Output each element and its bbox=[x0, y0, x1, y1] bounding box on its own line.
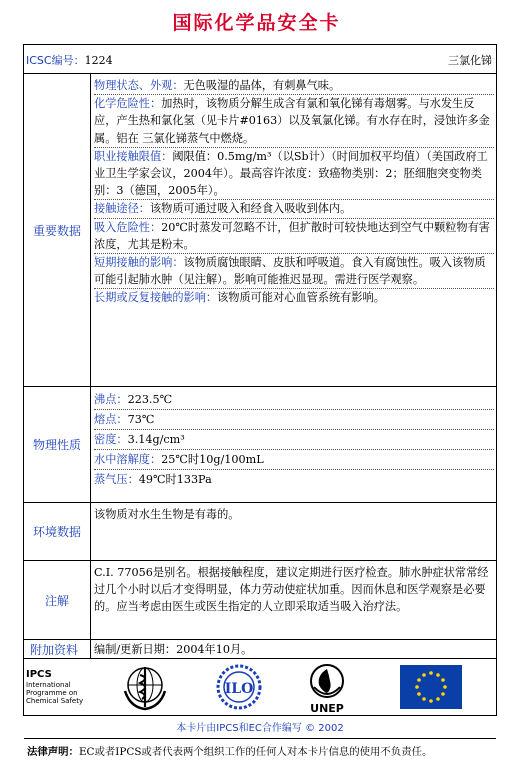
boiling-point-item bbox=[94, 390, 494, 409]
eu-flag-icon bbox=[400, 665, 462, 709]
additional-info-label: 附加资料 bbox=[30, 642, 79, 657]
appearance-item bbox=[94, 77, 494, 94]
physical-properties-label-cell bbox=[24, 387, 91, 502]
environment-label: 环境数据 bbox=[32, 525, 81, 539]
appearance-key: 物理状态、外观： bbox=[94, 79, 184, 92]
chemical-name: 三氯化锑 bbox=[448, 54, 492, 67]
logos-row bbox=[24, 659, 496, 739]
exposure-route-text: 该物质可通过吸入和经食入吸收到体内。 bbox=[149, 202, 352, 216]
ipcs-line: International bbox=[26, 681, 71, 689]
water-solubility-key: 水中溶解度： bbox=[94, 453, 162, 466]
important-data-label: 重要数据 bbox=[32, 223, 81, 238]
long-term-effects-item bbox=[94, 289, 494, 306]
notes-label: 注解 bbox=[44, 593, 69, 608]
unep-text: UNEP bbox=[310, 702, 344, 715]
notes-label-cell bbox=[24, 561, 91, 639]
legal-notice bbox=[27, 743, 432, 758]
ipcs-line: Programme on bbox=[26, 689, 78, 697]
exposure-route-key: 接触途径： bbox=[94, 202, 150, 216]
legal-text: EC或者IPCS或者代表两个组织工作的任何人对本卡片信息的使用不负责任。 bbox=[78, 746, 433, 758]
important-data-label-cell bbox=[24, 74, 91, 386]
chemical-hazard-text: 加热时，该物质分解生成含有氯和氧化锑有毒烟雾。与水发生反应，产生热和氯化氢（见卡片#0163）以及氧氯化锑。有水存在时，浸蚀许多金属。铝在 三氯化锑蒸气中燃烧。 bbox=[94, 97, 490, 145]
footer-note: 本卡片由IPCS和EC合作编写 © 2002 bbox=[176, 723, 344, 734]
vapour-pressure-item bbox=[94, 470, 494, 489]
ilo-emblem-icon bbox=[213, 663, 265, 713]
density-item bbox=[94, 430, 494, 449]
long-term-effects-text: 该物质可能对心血管系统有影响。 bbox=[217, 291, 385, 305]
vapour-pressure-value: 49℃时133Pa bbox=[138, 473, 212, 486]
environment-text: 该物质对水生生物是有毒的。 bbox=[94, 508, 240, 521]
vapour-pressure-key: 蒸气压： bbox=[94, 473, 139, 486]
inhalation-risk-key: 吸入危险性： bbox=[94, 220, 162, 234]
environment-section bbox=[24, 503, 496, 561]
melting-point-value: 73℃ bbox=[127, 413, 155, 426]
who-emblem-icon bbox=[120, 663, 170, 713]
physical-properties-content bbox=[94, 390, 494, 489]
environment-label-cell bbox=[24, 503, 91, 560]
chemical-hazard-item bbox=[94, 95, 494, 147]
additional-info-section bbox=[24, 640, 496, 659]
ipcs-line: Chemical Safety bbox=[26, 697, 84, 705]
icsc-label-text: ICSC编号： bbox=[26, 54, 85, 67]
exposure-limit-item bbox=[94, 148, 494, 200]
melting-point-key: 熔点： bbox=[94, 413, 128, 426]
short-term-effects-text: 该物质腐蚀眼睛、皮肤和呼吸道。食入有腐蚀性。吸入该物质可能引起肺水肿（见注解）。影响可能推迟显现。需进行医学观察。 bbox=[94, 256, 486, 287]
water-solubility-item bbox=[94, 450, 494, 469]
density-value: 3.14g/cm³ bbox=[127, 433, 185, 446]
legal-label: 法律声明： bbox=[27, 746, 79, 758]
inhalation-risk-text: 20℃时蒸发可忽略不计，但扩散时可较快地达到空气中颗粒物有害浓度，尤其是粉末。 bbox=[94, 220, 490, 251]
icsc-number: 1224 bbox=[84, 54, 113, 67]
boiling-point-key: 沸点： bbox=[94, 393, 128, 406]
important-data-section bbox=[24, 74, 496, 387]
inhalation-risk-item bbox=[94, 219, 494, 253]
unep-emblem-icon bbox=[302, 661, 352, 717]
long-term-effects-key: 长期或反复接触的影响： bbox=[94, 291, 218, 305]
exposure-limit-text: 阈限值：0.5mg/m³（以Sb计）（时间加权平均值）（美国政府工业卫生学家会议，2004年）。最高容许浓度：致癌物类别：2；胚细胞突变物类别：3（德国，2005年）。 bbox=[94, 149, 488, 198]
density-key: 密度： bbox=[94, 433, 128, 446]
additional-info-label-cell bbox=[24, 640, 91, 658]
icsc-label bbox=[26, 52, 113, 68]
ipcs-logo bbox=[26, 669, 83, 705]
card-frame bbox=[23, 44, 497, 758]
appearance-text: 无色吸湿的晶体，有刺鼻气味。 bbox=[183, 79, 341, 92]
header-row bbox=[24, 45, 496, 74]
melting-point-item bbox=[94, 410, 494, 429]
short-term-effects-item bbox=[94, 254, 494, 288]
notes-section bbox=[24, 561, 496, 640]
important-data-content bbox=[94, 77, 494, 307]
physical-properties-section bbox=[24, 387, 496, 503]
svg-text:ILO: ILO bbox=[224, 681, 254, 697]
notes-text: C.I. 77056是别名。根据接触程度，建议定期进行医疗检查。肺水肿症状常常经过几个小时以后才变得明显，体力劳动使症状加重。因而休息和医学观察是必要的。应当考虑由医生或医生指定的人立即采取适当吸入治疗法。 bbox=[94, 566, 489, 614]
short-term-effects-key: 短期接触的影响： bbox=[94, 256, 184, 270]
boiling-point-value: 223.5℃ bbox=[127, 393, 173, 406]
exposure-limit-key: 职业接触限值： bbox=[94, 149, 173, 163]
legal-row bbox=[24, 739, 496, 760]
water-solubility-value: 25℃时10g/100mL bbox=[161, 453, 264, 466]
chemical-hazard-key: 化学危险性： bbox=[94, 97, 162, 111]
exposure-route-item bbox=[94, 200, 494, 217]
ipcs-title: IPCS bbox=[26, 669, 52, 680]
additional-info-text: 编制/更新日期：2004年10月。 bbox=[94, 643, 253, 656]
physical-properties-label: 物理性质 bbox=[32, 438, 81, 452]
card-title: 国际化学品安全卡 bbox=[172, 12, 341, 34]
